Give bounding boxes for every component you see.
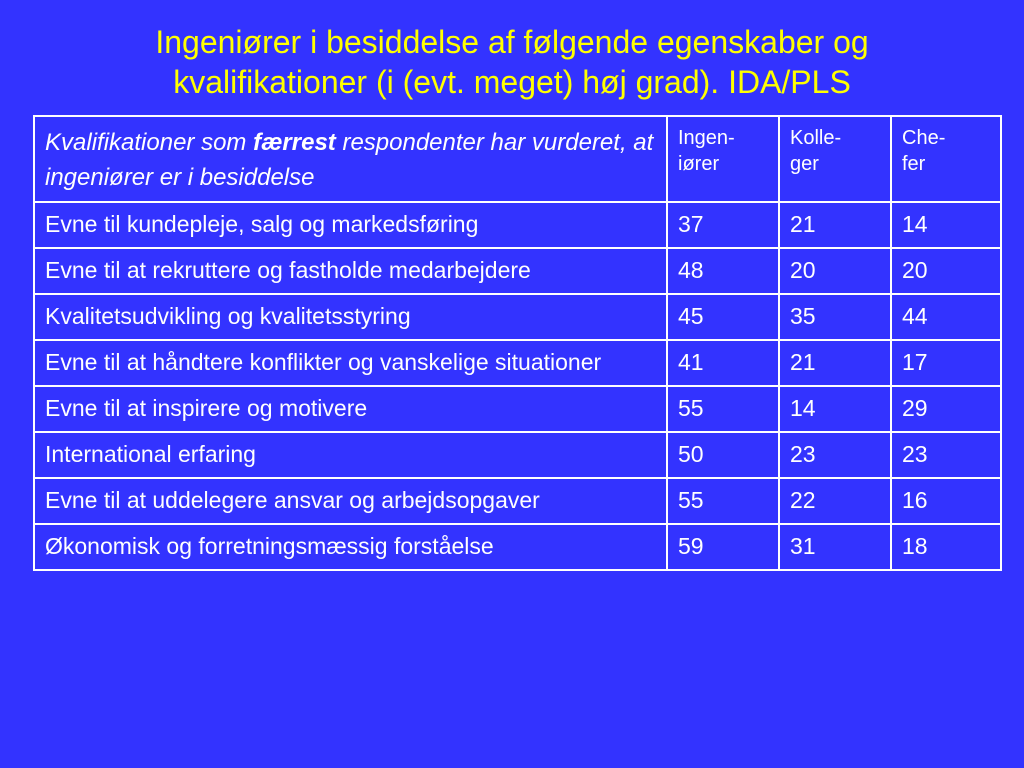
- cell-engineers: 59: [667, 524, 779, 570]
- cell-colleagues: 35: [779, 294, 891, 340]
- cell-engineers: 41: [667, 340, 779, 386]
- cell-managers: 20: [891, 248, 1001, 294]
- cell-colleagues: 21: [779, 202, 891, 248]
- row-label: Evne til at håndtere konflikter og vanskelige situationer: [34, 340, 667, 386]
- cell-managers: 17: [891, 340, 1001, 386]
- header-question-pre: Kvalifikationer som: [45, 129, 254, 156]
- header-engineers-line1: Ingen-: [678, 127, 735, 149]
- qualifications-table: [33, 115, 1002, 571]
- cell-engineers: 48: [667, 248, 779, 294]
- header-colleagues-line1: Kolle-: [790, 127, 842, 149]
- cell-colleagues: 22: [779, 478, 891, 524]
- header-colleagues: [779, 116, 891, 202]
- header-managers-line1: Che-: [902, 127, 946, 149]
- header-engineers: [667, 116, 779, 202]
- table-row: [34, 524, 1001, 570]
- header-colleagues-line2: ger: [790, 153, 819, 175]
- row-label: Kvalitetsudvikling og kvalitetsstyring: [34, 294, 667, 340]
- row-label: Evne til at uddelegere ansvar og arbejdsopgaver: [34, 478, 667, 524]
- cell-managers: 18: [891, 524, 1001, 570]
- header-question: [34, 116, 667, 202]
- title-line-1: Ingeniører i besiddelse af følgende egenskaber og: [155, 24, 869, 60]
- row-label: Evne til kundepleje, salg og markedsføring: [34, 202, 667, 248]
- cell-engineers: 50: [667, 432, 779, 478]
- title-line-2: kvalifikationer (i (evt. meget) høj grad). IDA/PLS: [173, 64, 851, 100]
- cell-engineers: 37: [667, 202, 779, 248]
- cell-colleagues: 14: [779, 386, 891, 432]
- table-row: [34, 202, 1001, 248]
- table-row: [34, 432, 1001, 478]
- cell-engineers: 55: [667, 386, 779, 432]
- header-engineers-line2: iører: [678, 153, 720, 175]
- header-managers-line2: fer: [902, 153, 926, 175]
- header-question-emphasis: færrest: [253, 129, 336, 156]
- row-label: Økonomisk og forretningsmæssig forståelse: [34, 524, 667, 570]
- cell-managers: 23: [891, 432, 1001, 478]
- cell-engineers: 45: [667, 294, 779, 340]
- table-row: [34, 294, 1001, 340]
- cell-managers: 29: [891, 386, 1001, 432]
- cell-colleagues: 23: [779, 432, 891, 478]
- cell-managers: 44: [891, 294, 1001, 340]
- row-label: International erfaring: [34, 432, 667, 478]
- cell-colleagues: 20: [779, 248, 891, 294]
- header-question-post: respondenter har vurderet, at ingeniører er i besiddelse: [45, 129, 654, 191]
- row-label: Evne til at rekruttere og fastholde medarbejdere: [34, 248, 667, 294]
- cell-engineers: 55: [667, 478, 779, 524]
- cell-colleagues: 31: [779, 524, 891, 570]
- table-row: [34, 478, 1001, 524]
- cell-colleagues: 21: [779, 340, 891, 386]
- cell-managers: 14: [891, 202, 1001, 248]
- slide-title: [0, 22, 1024, 102]
- row-label: Evne til at inspirere og motivere: [34, 386, 667, 432]
- table-row: [34, 248, 1001, 294]
- header-managers: [891, 116, 1001, 202]
- table-row: [34, 340, 1001, 386]
- cell-managers: 16: [891, 478, 1001, 524]
- table-header-row: [34, 116, 1001, 202]
- table-row: [34, 386, 1001, 432]
